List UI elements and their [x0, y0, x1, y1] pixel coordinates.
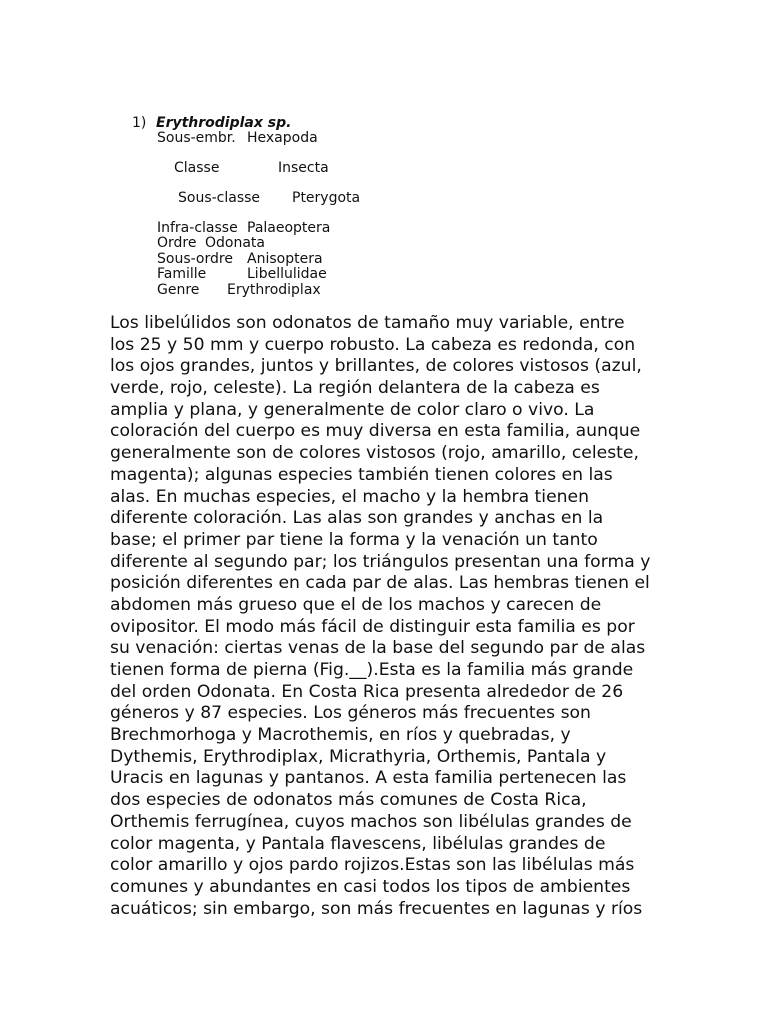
paragraph-line: su venación: ciertas venas de la base del segundo par de alas: [110, 638, 646, 659]
taxonomy-rank: Infra-classe: [157, 220, 238, 236]
paragraph-line: color magenta, y Pantala flavescens, libélulas grandes de: [110, 833, 606, 854]
paragraph-line: magenta); algunas especies también tienen colores en las: [110, 464, 613, 485]
paragraph-line: base; el primer par tiene la forma y la venación un tanto: [110, 529, 598, 550]
taxonomy-name: Insecta: [278, 160, 329, 176]
paragraph-line: verde, rojo, celeste). La región delantera de la cabeza es: [110, 378, 600, 399]
paragraph-line: acuáticos; sin embargo, son más frecuentes en lagunas y ríos: [110, 898, 643, 919]
paragraph-line: ovipositor. El modo más fácil de distinguir esta familia es por: [110, 616, 635, 637]
paragraph-line: dos especies de odonatos más comunes de Costa Rica,: [110, 790, 587, 811]
taxonomy-rank: Genre: [157, 282, 200, 298]
paragraph-line: generalmente son de colores vistosos (rojo, amarillo, celeste,: [110, 443, 639, 464]
taxonomy-rank: Sous-ordre: [157, 251, 233, 267]
taxonomy-name: Odonata: [205, 235, 265, 251]
taxonomy-name: Hexapoda: [247, 130, 318, 146]
paragraph-line: tienen forma de pierna (Fig.__).Esta es la familia más grande: [110, 660, 634, 680]
taxonomy-name: Anisoptera: [247, 251, 323, 267]
paragraph-line: color amarillo y ojos pardo rojizos.Estas son las libélulas más: [110, 855, 635, 876]
list-number: 1): [132, 115, 147, 131]
taxonomy-name: Pterygota: [292, 190, 361, 206]
paragraph-line: los ojos grandes, juntos y brillantes, de colores vistosos (azul,: [110, 356, 642, 377]
paragraph-line: posición diferentes en cada par de alas. Las hembras tienen el: [110, 573, 650, 594]
taxonomy-rank: Sous-classe: [178, 190, 261, 206]
taxonomy-name: Libellulidae: [247, 266, 327, 282]
paragraph-line: géneros y 87 especies. Los géneros más frecuentes son: [110, 703, 591, 724]
taxonomy-rank: Ordre: [157, 235, 197, 251]
paragraph-line: amplia y plana, y generalmente de color claro o vivo. La: [110, 399, 595, 420]
taxonomy-rank: Sous-embr.: [157, 130, 236, 146]
paragraph-line: diferente al segundo par; los triángulos presentan una forma y: [110, 551, 651, 572]
paragraph-line: comunes y abundantes en casi todos los tipos de ambientes: [110, 876, 631, 897]
paragraph-line: Brechmorhoga y Macrothemis, en ríos y quebradas, y: [110, 725, 571, 746]
species-name: Erythrodiplax sp.: [156, 115, 292, 131]
paragraph-line: los 25 y 50 mm y cuerpo robusto. La cabeza es redonda, con: [110, 334, 636, 355]
paragraph-line: del orden Odonata. En Costa Rica presenta alrededor de 26: [110, 681, 624, 702]
description-paragraph: [110, 313, 670, 920]
paragraph-line: diferente coloración. Las alas son grandes y anchas en la: [110, 508, 604, 529]
paragraph-line: alas. En muchas especies, el macho y la hembra tienen: [110, 486, 590, 507]
paragraph-line: coloración del cuerpo es muy diversa en esta familia, aunque: [110, 421, 641, 442]
paragraph-line: Los libelúlidos son odonatos de tamaño muy variable, entre: [110, 313, 625, 333]
taxonomy-name: Palaeoptera: [247, 220, 331, 236]
paragraph-line: Uracis en lagunas y pantanos. A esta familia pertenecen las: [110, 768, 627, 789]
taxonomy-rank: Classe: [174, 160, 220, 176]
taxonomy-name: Erythrodiplax: [227, 282, 321, 298]
paragraph-line: abdomen más grueso que el de los machos y carecen de: [110, 594, 602, 615]
paragraph-line: Dythemis, Erythrodiplax, Micrathyria, Orthemis, Pantala y: [110, 746, 607, 767]
taxonomy-rank: Famille: [157, 266, 207, 282]
paragraph-line: Orthemis ferrugínea, cuyos machos son libélulas grandes de: [110, 811, 632, 832]
